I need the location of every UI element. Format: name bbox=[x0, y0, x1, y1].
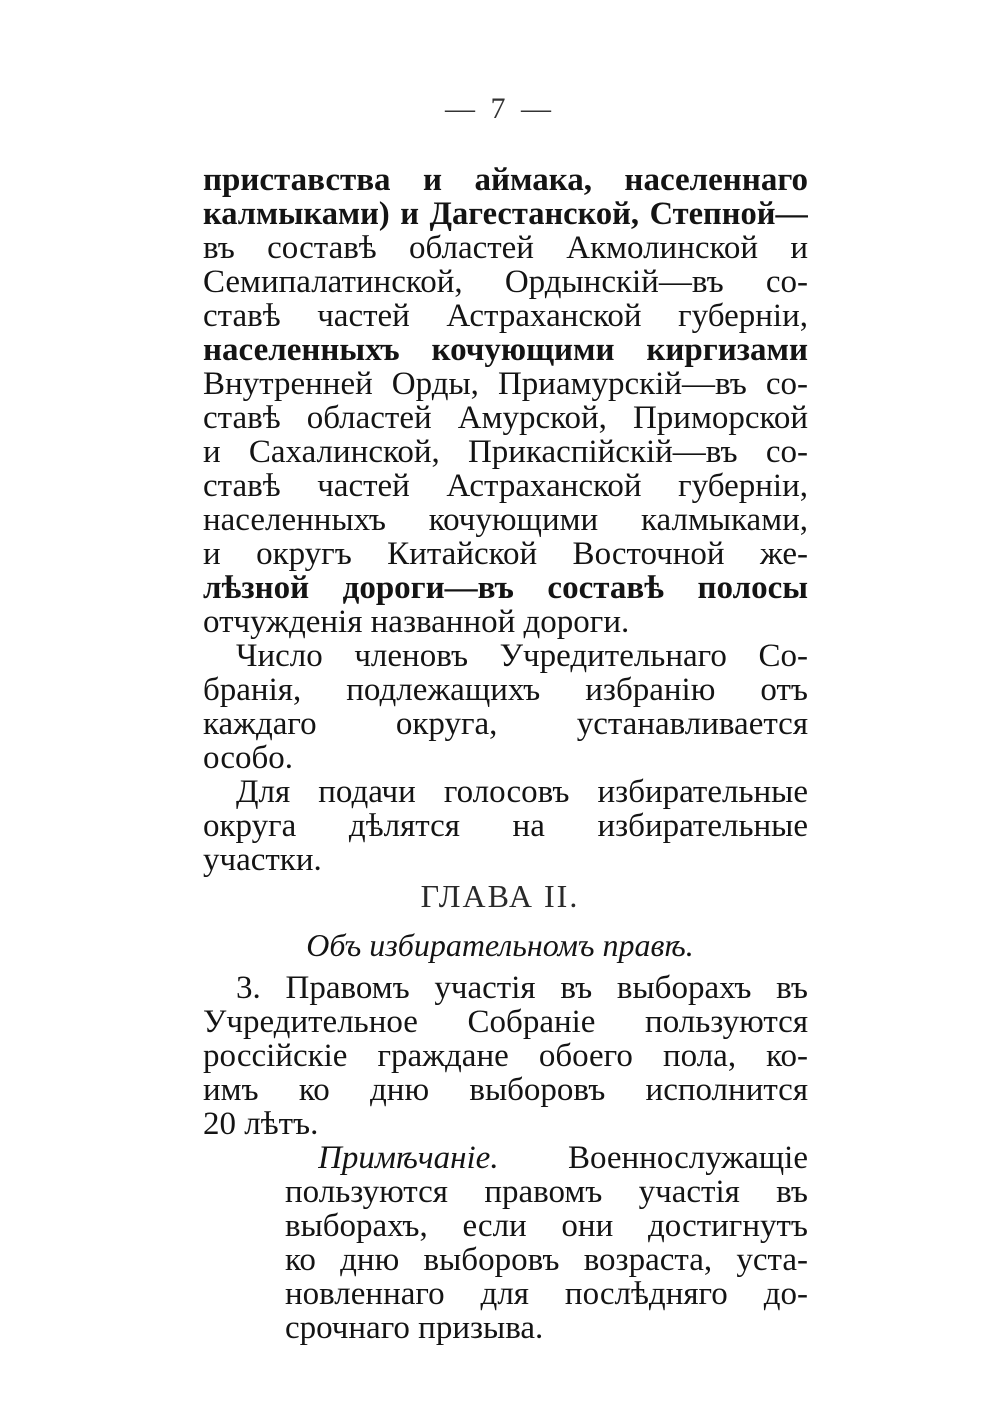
text-line: выборахъ, если они достигнутъ bbox=[285, 1209, 808, 1243]
text-line: ставѣ частей Астраханской губерніи, bbox=[203, 299, 808, 333]
note-label: Примѣчаніе. bbox=[318, 1141, 499, 1175]
text-line: россійскіе граждане обоего пола, ко- bbox=[203, 1039, 808, 1073]
text-line: Для подачи голосовъ избирательные bbox=[236, 775, 808, 809]
text-line: ставѣ частей Астраханской губерніи, bbox=[203, 469, 808, 503]
text-line: особо. bbox=[203, 741, 294, 775]
text-line: имъ ко дню выборовъ исполнится bbox=[203, 1073, 808, 1107]
text-line: лѣзной дороги—въ составѣ полосы bbox=[203, 571, 808, 605]
text-line: каждаго округа, устанавливается bbox=[203, 707, 808, 741]
text-line: Семипалатинской, Ордынскій—въ со- bbox=[203, 265, 808, 299]
chapter-subheading: Объ избирательномъ правѣ. bbox=[306, 927, 694, 963]
text-line: 3. Правомъ участія въ выборахъ въ bbox=[236, 971, 808, 1005]
text-line: ставѣ областей Амурской, Приморской bbox=[203, 401, 808, 435]
text-line: калмыками) и Дагестанской, Степной— bbox=[203, 197, 808, 231]
text-line: новленнаго для послѣдняго до- bbox=[285, 1277, 808, 1311]
text-line: участки. bbox=[203, 843, 322, 877]
text-line: Число членовъ Учредительнаго Со- bbox=[236, 639, 808, 673]
note-first-text: Военнослужащіе bbox=[567, 1141, 808, 1175]
text-line: и округъ Китайской Восточной же- bbox=[203, 537, 808, 571]
chapter-heading: ГЛАВА II. bbox=[420, 878, 580, 914]
text-line: и Сахалинской, Прикаспійскій—въ со- bbox=[203, 435, 808, 469]
text-line: населенныхъ кочующими калмыками, bbox=[203, 503, 808, 537]
text-line: срочнаго призыва. bbox=[285, 1311, 544, 1345]
text-line: отчужденія названной дороги. bbox=[203, 605, 630, 639]
text-line: ко дню выборовъ возраста, уста- bbox=[285, 1243, 808, 1277]
text-line: приставства и аймака, населеннаго bbox=[203, 163, 808, 197]
note-first-line bbox=[318, 1141, 808, 1175]
text-line: въ составѣ областей Акмолинской и bbox=[203, 231, 808, 265]
text-line: бранія, подлежащихъ избранію отъ bbox=[203, 673, 808, 707]
text-line: населенныхъ кочующими киргизами bbox=[203, 333, 808, 367]
text-line: пользуются правомъ участія въ bbox=[285, 1175, 808, 1209]
text-line: округа дѣлятся на избирательные bbox=[203, 809, 808, 843]
text-line: Учредительное Собраніе пользуются bbox=[203, 1005, 808, 1039]
page-number: — 7 — bbox=[445, 92, 555, 125]
text-line: Внутренней Орды, Приамурскій—въ со- bbox=[203, 367, 808, 401]
text-line: 20 лѣтъ. bbox=[203, 1107, 319, 1141]
